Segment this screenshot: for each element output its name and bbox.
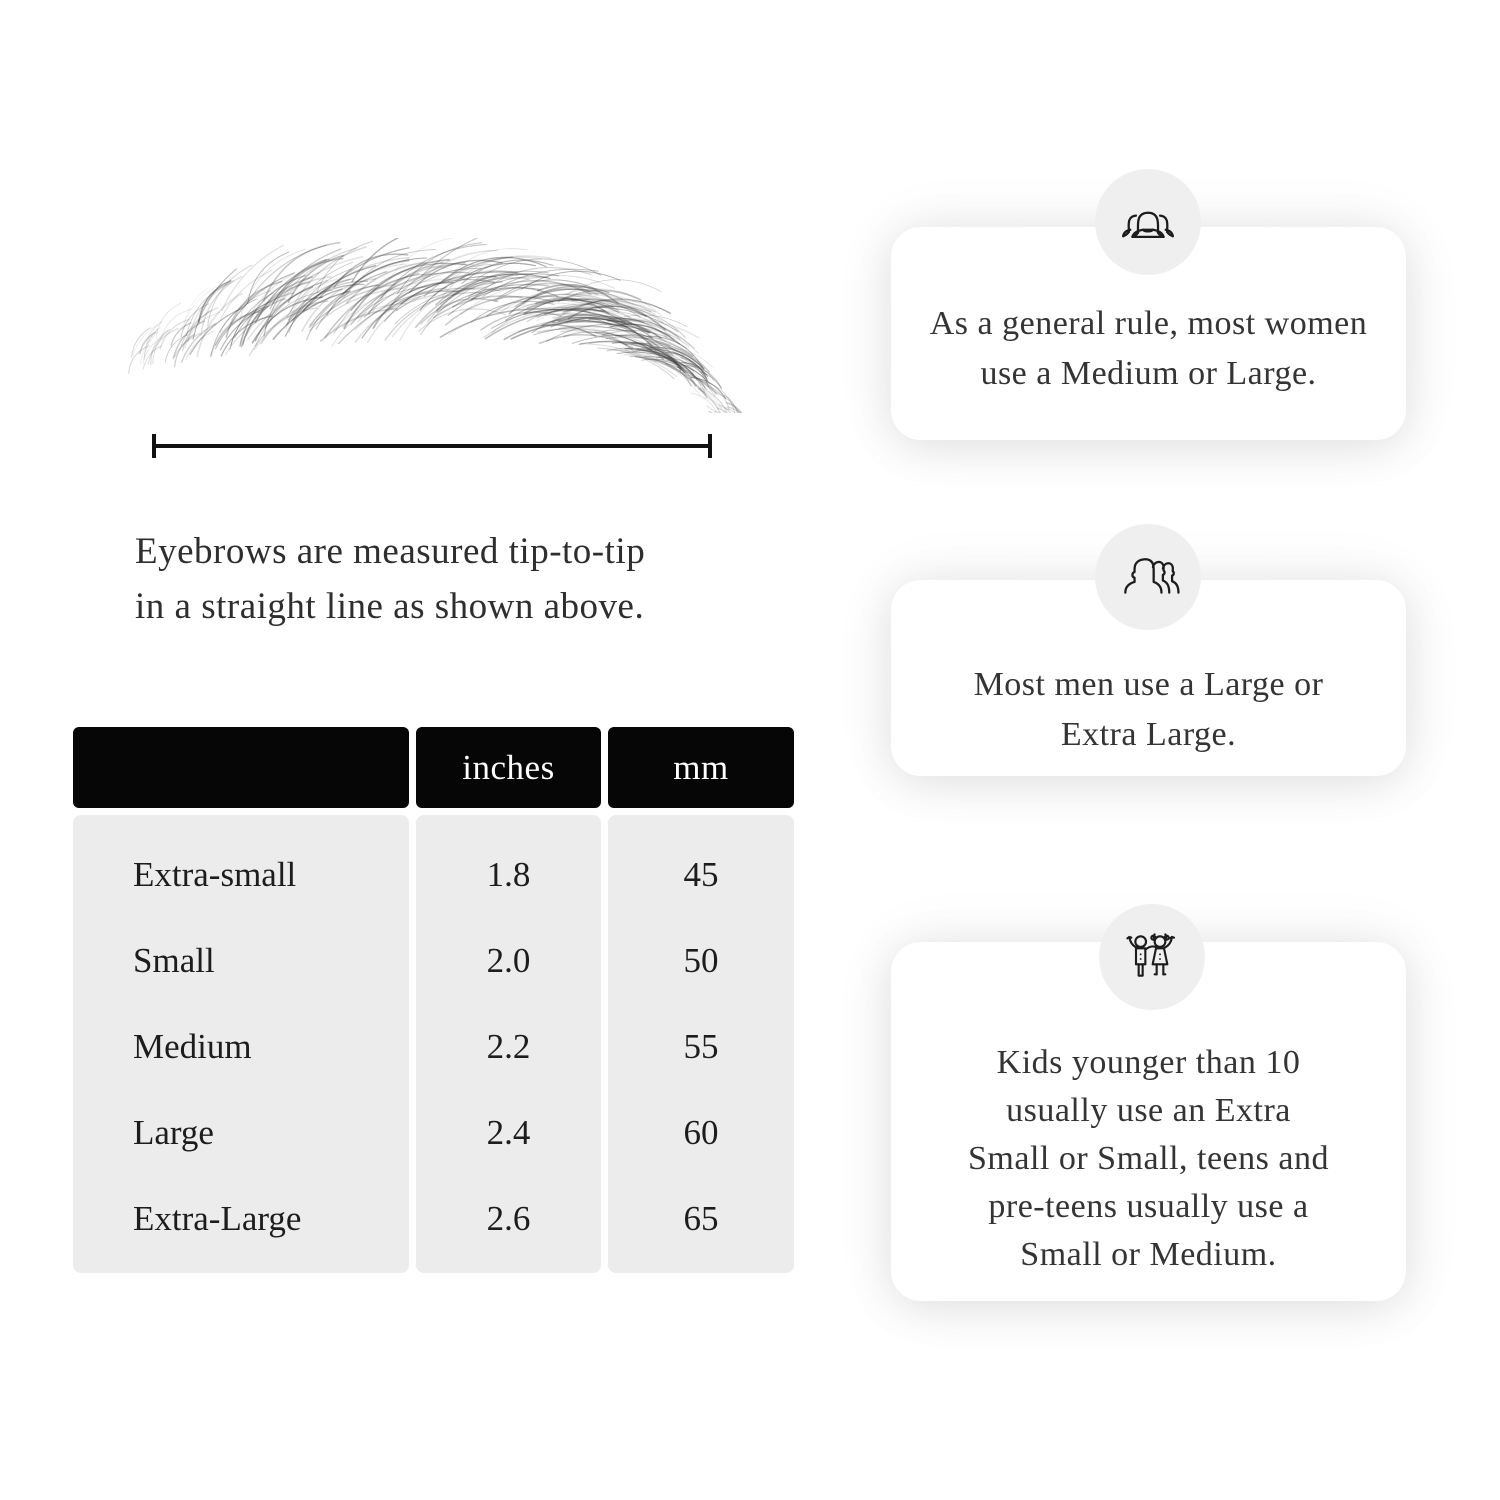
size-label: Extra-Large [133,1199,302,1238]
size-inches: 1.8 [486,855,531,894]
men-group-icon [1114,549,1182,605]
card-text-line: Small or Small, teens and [968,1140,1329,1177]
card-text-line: pre-teens usually use a [988,1188,1309,1225]
measurement-caption [135,524,775,634]
size-label: Large [133,1113,214,1152]
size-mm: 55 [683,1027,719,1066]
card-text-line: usually use an Extra [1006,1092,1291,1129]
card-text-line: Small or Medium. [1020,1236,1277,1273]
measurement-line [152,444,712,448]
size-inches: 2.2 [486,1027,531,1066]
kids-icon [1118,929,1186,985]
size-inches: 2.4 [486,1113,531,1152]
men-icon-circle [1095,524,1201,630]
table-row [73,832,794,918]
measurement-line-left-cap [152,434,156,458]
size-mm: 45 [683,855,719,894]
table-header-mm: mm [608,727,794,808]
women-group-icon [1114,194,1182,250]
table-row [73,1176,794,1262]
card-text-line: Most men use a Large or [973,666,1324,703]
kids-icon-circle [1099,904,1205,1010]
table-row [73,1090,794,1176]
caption-line-2: in a straight line as shown above. [135,586,645,627]
measurement-line-right-cap [708,434,712,458]
size-mm: 60 [683,1113,719,1152]
size-label: Extra-small [133,855,297,894]
card-text-line: Kids younger than 10 [996,1044,1301,1081]
size-table [73,815,794,1273]
card-text-line: As a general rule, most women [929,305,1368,342]
card-text-line: Extra Large. [1060,716,1237,753]
eyebrow-illustration [118,238,743,413]
size-label: Medium [133,1027,252,1066]
table-row [73,1004,794,1090]
size-mm: 50 [683,941,719,980]
women-icon-circle [1095,169,1201,275]
size-inches: 2.0 [486,941,531,980]
size-mm: 65 [683,1199,719,1238]
caption-line-1: Eyebrows are measured tip-to-tip [135,531,646,572]
size-label: Small [133,941,215,980]
size-inches: 2.6 [486,1199,531,1238]
table-header-size [73,727,409,808]
table-header-inches: inches [416,727,601,808]
table-row [73,918,794,1004]
card-text-line: use a Medium or Large. [980,355,1317,392]
